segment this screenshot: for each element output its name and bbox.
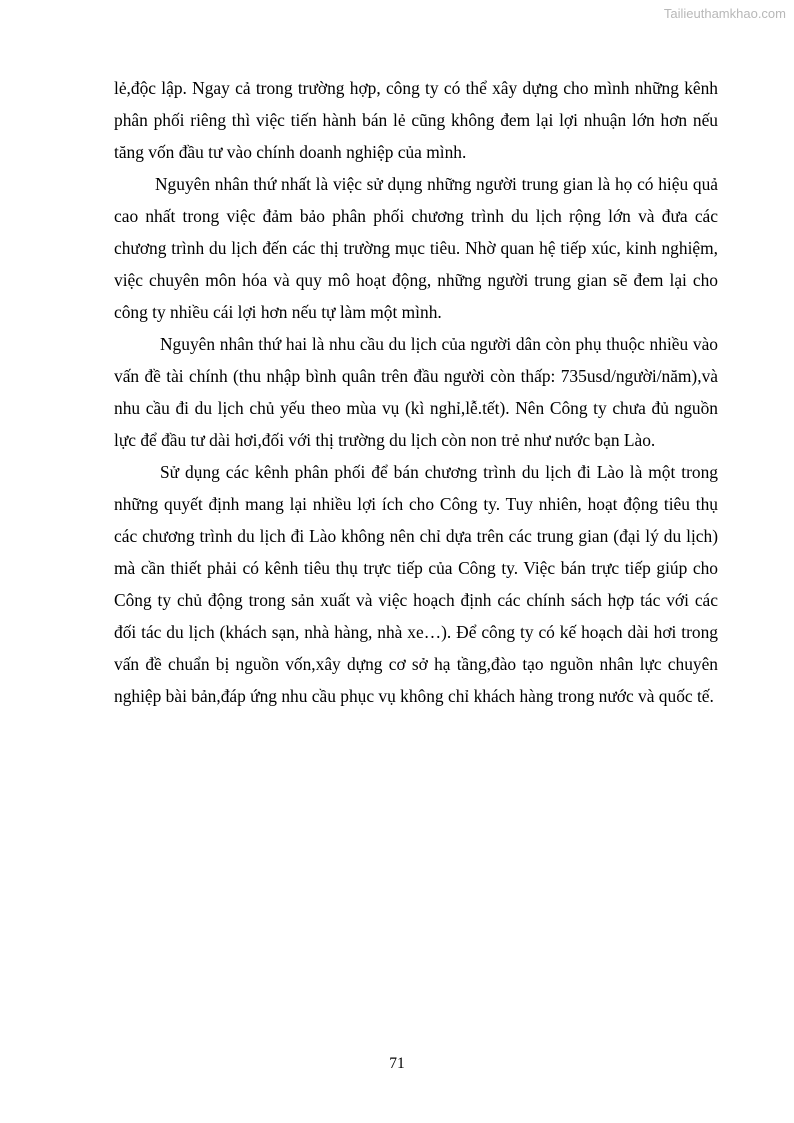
paragraph-first-reason: Nguyên nhân thứ nhất là việc sử dụng những người trung gian là họ có hiệu quả cao nhất trong việc đảm bảo phân phối chương trình du lịch rộng lớn và đưa các chương trình du lịch đến các thị trường mục tiêu. Nhờ quan hệ tiếp xúc, kinh nghiệm, việc chuyên môn hóa và quy mô hoạt động, những người trung gian sẽ đem lại cho công ty nhiều cái lợi hơn nếu tự làm một mình.: [114, 174, 718, 322]
paragraph-second-reason: Nguyên nhân thứ hai là nhu cầu du lịch của người dân còn phụ thuộc nhiều vào vấn đề tài chính (thu nhập bình quân trên đầu người còn thấp: 735usd/người/năm),và nhu cầu đi du lịch chủ yếu theo mùa vụ (kì nghỉ,lễ.tết). Nên Công ty chưa đủ nguồn lực để đầu tư dài hơi,đối với thị trường du lịch còn non trẻ như nước bạn Lào.: [114, 334, 718, 450]
document-body: [114, 72, 718, 712]
page-number: 71: [389, 1055, 405, 1072]
paragraph-continuation: lẻ,độc lập. Ngay cả trong trường hợp, công ty có thể xây dựng cho mình những kênh phân phối riêng thì việc tiến hành bán lẻ cũng không đem lại lợi nhuận lớn hơn nếu tăng vốn đầu tư vào chính doanh nghiệp của mình.: [114, 78, 718, 162]
watermark: Tailieuthamkhao.com: [663, 6, 786, 21]
paragraph-distribution-channels: Sử dụng các kênh phân phối để bán chương trình du lịch đi Lào là một trong những quyết định mang lại nhiều lợi ích cho Công ty. Tuy nhiên, hoạt động tiêu thụ các chương trình du lịch đi Lào không nên chỉ dựa trên các trung gian (đại lý du lịch) mà cần thiết phải có kênh tiêu thụ trực tiếp của Công ty. Việc bán trực tiếp giúp cho Công ty chủ động trong sản xuất và việc hoạch định các chính sách hợp tác với các đối tác du lịch (khách sạn, nhà hàng, nhà xe…). Để công ty có kế hoạch dài hơi trong vấn đề chuẩn bị nguồn vốn,xây dựng cơ sở hạ tầng,đào tạo nguồn nhân lực chuyên nghiệp bài bản,đáp ứng nhu cầu phục vụ không chỉ khách hàng trong nước và quốc tế.: [114, 462, 718, 706]
